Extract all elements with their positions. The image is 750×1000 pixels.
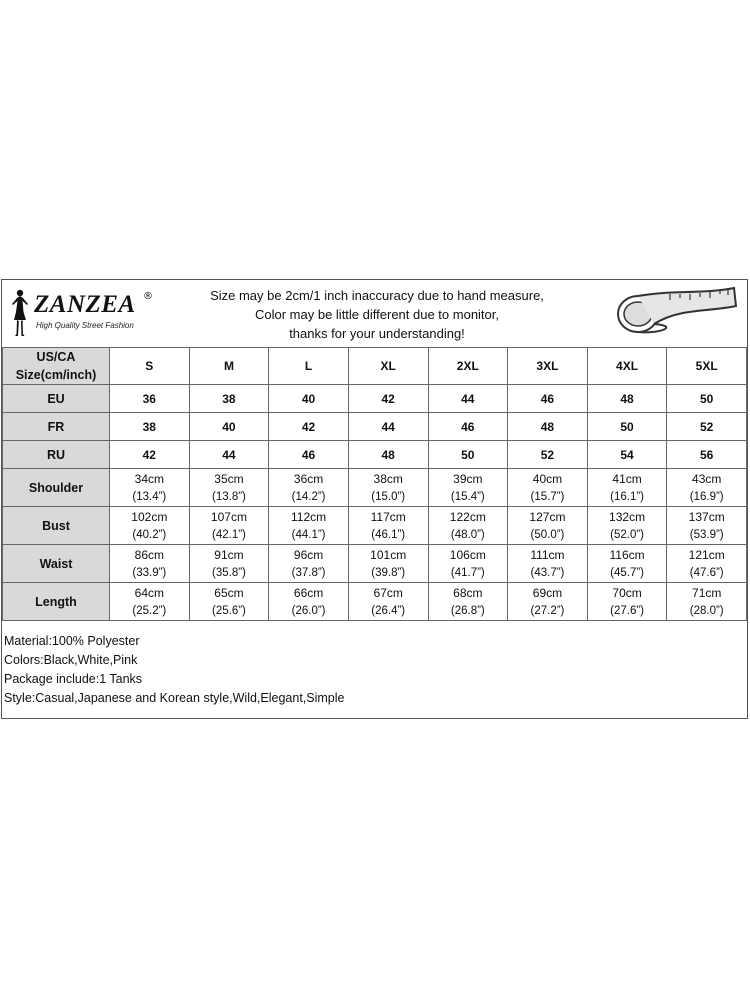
- table-cell: 112cm (44.1”): [269, 507, 349, 545]
- table-cell: 116cm (45.7”): [587, 545, 667, 583]
- row-label: EU: [3, 385, 110, 413]
- table-cell: 42: [110, 441, 190, 469]
- table-cell: 67cm (26.4”): [348, 583, 428, 621]
- conversion-row-ru: [3, 441, 747, 469]
- table-cell: 101cm (39.8”): [348, 545, 428, 583]
- size-label: S: [110, 348, 190, 385]
- table-cell: 38: [110, 413, 190, 441]
- table-cell: 38cm (15.0”): [348, 469, 428, 507]
- notice-line: Size may be 2cm/1 inch inaccuracy due to hand measure,: [210, 288, 544, 303]
- table-cell: 42: [269, 413, 349, 441]
- brand-tagline: High Quality Street Fashion: [36, 321, 134, 330]
- size-label: M: [189, 348, 269, 385]
- table-cell: 38: [189, 385, 269, 413]
- table-cell: 54: [587, 441, 667, 469]
- table-cell: 44: [189, 441, 269, 469]
- row-label: RU: [3, 441, 110, 469]
- size-label: 5XL: [667, 348, 747, 385]
- row-label: FR: [3, 413, 110, 441]
- measure-row-length: [3, 583, 747, 621]
- product-details: [4, 632, 344, 708]
- table-cell: 50: [587, 413, 667, 441]
- table-cell: 127cm (50.0”): [508, 507, 588, 545]
- table-cell: 111cm (43.7”): [508, 545, 588, 583]
- table-cell: 69cm (27.2”): [508, 583, 588, 621]
- table-cell: 56: [667, 441, 747, 469]
- size-table: [2, 347, 747, 621]
- table-cell: 64cm (25.2”): [110, 583, 190, 621]
- table-cell: 40: [269, 385, 349, 413]
- row-label: Waist: [3, 545, 110, 583]
- brand-name: ZANZEA: [34, 291, 136, 318]
- notice-line: thanks for your understanding!: [289, 326, 465, 341]
- table-cell: 137cm (53.9”): [667, 507, 747, 545]
- row-label: Bust: [3, 507, 110, 545]
- table-cell: 96cm (37.8”): [269, 545, 349, 583]
- table-cell: 52: [667, 413, 747, 441]
- size-label: 4XL: [587, 348, 667, 385]
- table-cell: 102cm (40.2”): [110, 507, 190, 545]
- table-cell: 50: [667, 385, 747, 413]
- table-cell: 40cm (15.7”): [508, 469, 588, 507]
- conversion-row-fr: [3, 413, 747, 441]
- table-cell: 46: [269, 441, 349, 469]
- table-cell: 71cm (28.0”): [667, 583, 747, 621]
- detail-colors: Colors:Black,White,Pink: [4, 653, 138, 667]
- table-cell: 91cm (35.8”): [189, 545, 269, 583]
- row-label: Length: [3, 583, 110, 621]
- size-header-row: [3, 348, 747, 385]
- measure-row-bust: [3, 507, 747, 545]
- size-label: 2XL: [428, 348, 508, 385]
- table-cell: 50: [428, 441, 508, 469]
- table-cell: 46: [508, 385, 588, 413]
- table-cell: 44: [348, 413, 428, 441]
- table-cell: 36: [110, 385, 190, 413]
- table-cell: 52: [508, 441, 588, 469]
- table-cell: 68cm (26.8”): [428, 583, 508, 621]
- table-cell: 48: [587, 385, 667, 413]
- table-cell: 48: [508, 413, 588, 441]
- measure-row-shoulder: [3, 469, 747, 507]
- brand-logo: [6, 288, 156, 338]
- measure-row-waist: [3, 545, 747, 583]
- table-cell: 48: [348, 441, 428, 469]
- size-label: L: [269, 348, 349, 385]
- table-cell: 43cm (16.9”): [667, 469, 747, 507]
- detail-package: Package include:1 Tanks: [4, 672, 143, 686]
- detail-material: Material:100% Polyester: [4, 634, 140, 648]
- table-cell: 106cm (41.7”): [428, 545, 508, 583]
- table-cell: 46: [428, 413, 508, 441]
- conversion-row-eu: [3, 385, 747, 413]
- table-cell: 121cm (47.6”): [667, 545, 747, 583]
- table-cell: 41cm (16.1”): [587, 469, 667, 507]
- table-cell: 117cm (46.1”): [348, 507, 428, 545]
- table-cell: 132cm (52.0”): [587, 507, 667, 545]
- registered-mark: ®: [143, 291, 153, 302]
- notice-line: Color may be little different due to monitor,: [255, 307, 499, 322]
- table-cell: 44: [428, 385, 508, 413]
- table-cell: 122cm (48.0”): [428, 507, 508, 545]
- table-cell: 70cm (27.6”): [587, 583, 667, 621]
- size-corner-label: US/CA Size(cm/inch): [3, 348, 110, 385]
- size-chart-header: [2, 280, 747, 347]
- size-label: 3XL: [508, 348, 588, 385]
- table-cell: 39cm (15.4”): [428, 469, 508, 507]
- measuring-tape-icon: [610, 284, 740, 344]
- table-cell: 66cm (26.0”): [269, 583, 349, 621]
- detail-style: Style:Casual,Japanese and Korean style,Wild,Elegant,Simple: [4, 691, 345, 705]
- table-cell: 34cm (13.4”): [110, 469, 190, 507]
- row-label: Shoulder: [3, 469, 110, 507]
- table-cell: 40: [189, 413, 269, 441]
- table-cell: 65cm (25.6”): [189, 583, 269, 621]
- size-label: XL: [348, 348, 428, 385]
- table-cell: 86cm (33.9”): [110, 545, 190, 583]
- table-cell: 36cm (14.2”): [269, 469, 349, 507]
- table-cell: 107cm (42.1”): [189, 507, 269, 545]
- measurement-notice: [172, 286, 582, 343]
- table-cell: 35cm (13.8”): [189, 469, 269, 507]
- size-chart-card: [1, 279, 748, 719]
- table-cell: 42: [348, 385, 428, 413]
- woman-silhouette-icon: [8, 288, 32, 338]
